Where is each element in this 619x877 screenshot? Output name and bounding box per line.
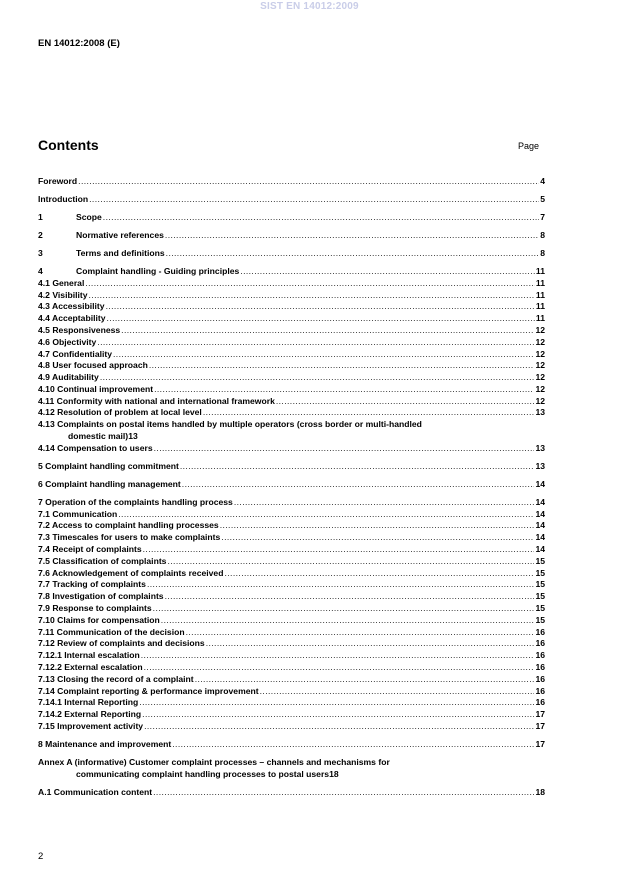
toc-entry[interactable] [38,686,545,698]
toc-entry-page: 15 [535,567,545,578]
toc-leader-dots [118,509,534,521]
toc-entry-title: Terms and definitions [76,247,165,258]
toc-entry-title: 4.9 Auditability [38,372,99,383]
toc-entry-page: 12 [535,336,545,347]
toc-entry-page: 14 [535,532,545,543]
toc-leader-dots [139,697,534,709]
toc-entry-page: 14 [535,544,545,555]
toc-leader-dots [240,266,535,278]
toc-entry-title: 7.14.2 External Reporting [38,709,142,720]
toc-entry-page: 11 [535,265,545,276]
toc-leader-dots [260,686,535,698]
toc-leader-dots [180,461,535,473]
toc-entry-page: 11 [535,277,545,288]
toc-entry-page: 7 [540,211,545,222]
toc-entry-page: 13 [128,431,138,442]
toc-leader-dots [97,337,534,349]
toc-leader-dots [206,638,535,650]
toc-entry-title: 4.10 Continual improvement [38,383,154,394]
toc-entry-title: 4.13 Complaints on postal items handled by multiple operators (cross border or multi-handled [38,419,422,430]
toc-entry-page: 17 [535,720,545,731]
toc-entry-page: 17 [535,709,545,720]
toc-entry-number: 3 [38,247,43,258]
toc-leader-dots [113,349,534,361]
toc-entry[interactable] [38,313,545,325]
toc-entry[interactable] [38,638,545,650]
toc-entry[interactable] [38,739,545,751]
toc-entry-page: 4 [540,176,545,186]
toc-entry[interactable] [38,674,545,686]
toc-leader-dots [121,325,534,337]
toc-entry-title: 4.4 Acceptability [38,313,106,324]
toc-leader-dots [78,176,539,188]
toc-leader-dots [165,230,539,242]
toc-leader-dots [143,544,535,556]
toc-entry-title: 7.1 Communication [38,508,118,519]
toc-entry-title: 4.14 Compensation to users [38,442,153,453]
toc-leader-dots [141,650,535,662]
toc-entry-title: Normative references [76,229,164,240]
toc-leader-dots [221,532,534,544]
toc-entry-title: 7.3 Timescales for users to make complaints [38,532,221,543]
toc-entry[interactable] [38,301,545,313]
toc-entry[interactable] [38,579,545,591]
toc-entry-number: 2 [38,229,43,240]
toc-entry-title: 4.7 Confidentiality [38,348,113,359]
toc-entry-page: 14 [535,520,545,531]
toc-entry-page: 5 [540,193,545,204]
toc-entry-page: 15 [535,614,545,625]
toc-entry-title: 4.12 Resolution of problem at local level [38,407,202,418]
toc-entry-title: 4.6 Objectivity [38,336,97,347]
toc-entry[interactable] [38,627,545,639]
toc-entry-title: 7.14 Complaint reporting & performance improvement [38,685,259,696]
toc-entry-title-continued: domestic mail) [68,431,129,442]
toc-entry-title: 4.3 Accessibility [38,301,105,312]
table-of-contents [38,176,545,798]
toc-entry[interactable] [38,349,545,361]
toc-leader-dots [100,372,535,384]
toc-entry-title: 7.4 Receipt of complaints [38,544,142,555]
toc-entry[interactable] [38,603,545,615]
toc-leader-dots [167,556,534,568]
toc-entry-title: Scope [76,211,102,222]
toc-entry[interactable] [38,509,545,521]
toc-entry-number: 1 [38,211,43,222]
toc-entry[interactable] [38,461,545,473]
toc-entry-page: 12 [535,324,545,335]
toc-entry-title: 7.12.2 External escalation [38,661,143,672]
toc-entry-page: 14 [535,508,545,519]
toc-entry[interactable] [38,497,545,509]
toc-leader-dots [85,278,535,290]
toc-entry[interactable] [38,248,545,260]
toc-entry-page: 16 [535,697,545,708]
toc-entry-title: 4.11 Conformity with national and international framework [38,395,275,406]
toc-entry-page: 11 [535,313,545,324]
toc-entry[interactable] [38,709,545,721]
toc-entry-title: 7 Operation of the complaints handling process [38,496,233,507]
toc-entry-number: 4 [38,265,43,276]
toc-entry[interactable] [38,591,545,603]
toc-entry[interactable] [38,407,545,419]
toc-entry-page: 13 [535,442,545,453]
toc-entry[interactable] [38,194,545,206]
toc-entry-title: Complaint handling - Guiding principles [76,265,240,276]
toc-leader-dots [186,627,535,639]
toc-entry[interactable] [38,360,545,372]
toc-entry-title: 7.10 Claims for compensation [38,614,160,625]
contents-heading: Contents [38,137,99,153]
toc-entry-page: 16 [535,650,545,661]
toc-entry-page: 12 [535,360,545,371]
toc-entry[interactable] [38,372,545,384]
toc-leader-dots [144,662,535,674]
toc-leader-dots [234,497,535,509]
toc-entry-annex-a[interactable] [38,757,545,781]
toc-entry[interactable] [38,443,545,455]
document-id: EN 14012:2008 (E) [38,38,120,49]
toc-entry[interactable] [38,176,545,188]
toc-leader-dots [182,479,535,491]
toc-entry-page: 15 [535,591,545,602]
toc-leader-dots [195,674,535,686]
toc-entry-title: 7.13 Closing the record of a complaint [38,673,194,684]
toc-entry-page: 8 [540,247,545,258]
toc-leader-dots [161,615,535,627]
toc-entry-page: 13 [535,460,545,471]
toc-entry-title: 7.6 Acknowledgement of complaints received [38,567,224,578]
toc-entry[interactable] [38,212,545,224]
page-column-label: Page [518,141,540,151]
toc-leader-dots [144,721,534,733]
toc-entry-title: 7.2 Access to complaint handling processes [38,520,219,531]
toc-entry[interactable] [38,568,545,580]
toc-entry[interactable] [38,662,545,674]
toc-entry-title: 4.1 General [38,277,85,288]
toc-leader-dots [153,603,535,615]
toc-entry-page: 16 [535,661,545,672]
toc-entry-page: 14 [535,478,545,489]
toc-entry[interactable] [38,479,545,491]
toc-entry-page: 14 [535,496,545,507]
toc-leader-dots [220,520,535,532]
toc-leader-dots [166,248,540,260]
toc-entry[interactable] [38,556,545,568]
toc-leader-dots [107,313,535,325]
toc-entry-title: Introduction [38,193,89,204]
toc-entry-title: 7.7 Tracking of complaints [38,579,146,590]
toc-entry-page: 13 [535,407,545,418]
toc-entry[interactable] [38,266,545,278]
toc-leader-dots [203,407,535,419]
toc-entry-page: 15 [535,579,545,590]
watermark: SIST EN 14012:2009 [260,1,359,12]
toc-entry-title: 8 Maintenance and improvement [38,738,172,749]
toc-entry-title: Foreword [38,176,78,186]
toc-leader-dots [224,568,534,580]
toc-entry[interactable] [38,650,545,662]
toc-entry-page: 16 [535,685,545,696]
toc-leader-dots [153,787,534,799]
page-number: 2 [38,851,44,862]
toc-entry-title: 7.15 Improvement activity [38,720,144,731]
toc-entry-page: 12 [535,383,545,394]
toc-entry-title-continued: communicating complaint handling processes to postal users [76,768,330,779]
toc-entry[interactable] [38,520,545,532]
toc-entry[interactable] [38,615,545,627]
toc-entry-title: 7.8 Investigation of complaints [38,591,164,602]
toc-leader-dots [106,301,535,313]
toc-entry-page: 17 [535,738,545,749]
toc-leader-dots [147,579,535,591]
toc-entry-page: 12 [535,348,545,359]
toc-entry-page: 16 [535,626,545,637]
toc-entry-title: 7.12.1 Internal escalation [38,650,140,661]
toc-entry[interactable] [38,278,545,290]
toc-leader-dots [154,384,534,396]
toc-entry[interactable] [38,290,545,302]
toc-entry-title: 7.9 Response to complaints [38,603,152,613]
toc-leader-dots [165,591,535,603]
toc-entry-page: 15 [535,555,545,566]
toc-entry-title: 5 Complaint handling commitment [38,460,179,471]
toc-leader-dots [89,290,535,302]
toc-leader-dots [154,443,535,455]
toc-entry-page: 16 [535,638,545,649]
toc-entry[interactable] [38,230,545,242]
toc-entry-title: 7.5 Classification of complaints [38,555,167,566]
toc-entry-page: 18 [329,768,339,779]
toc-leader-dots [103,212,539,224]
toc-entry[interactable] [38,384,545,396]
toc-leader-dots [89,194,539,206]
toc-entry-a-1[interactable] [38,787,545,799]
toc-entry-page: 11 [535,289,545,300]
toc-entry[interactable] [38,532,545,544]
toc-entry-title: 7.11 Communication of the decision [38,626,185,637]
toc-leader-dots [142,709,534,721]
toc-leader-dots [172,739,534,751]
toc-leader-dots [276,396,535,408]
toc-entry[interactable] [38,721,545,733]
toc-entry-title: 6 Complaint handling management [38,478,181,489]
toc-entry-title: A.1 Communication content [38,786,153,797]
toc-entry[interactable] [38,325,545,337]
toc-entry-4-13[interactable] [38,419,545,443]
toc-entry-title: 4.8 User focused approach [38,360,148,371]
toc-entry-page: 12 [535,395,545,406]
toc-entry-page: 12 [535,372,545,383]
toc-entry-title: Annex A (informative) Customer complaint processes – channels and mechanisms for [38,756,390,767]
toc-entry[interactable] [38,697,545,709]
toc-entry-title: 4.5 Responsiveness [38,324,121,335]
toc-entry-title: 4.2 Visibility [38,289,88,300]
toc-entry-page: 15 [535,603,545,613]
toc-entry[interactable] [38,544,545,556]
toc-entry-title: 7.12 Review of complaints and decisions [38,638,205,649]
toc-entry-title: 7.14.1 Internal Reporting [38,697,139,708]
toc-entry-page: 8 [540,229,545,240]
toc-entry[interactable] [38,396,545,408]
toc-entry-page: 11 [535,301,545,312]
toc-entry-page: 16 [535,673,545,684]
toc-entry-page: 18 [535,786,545,797]
toc-leader-dots [149,360,535,372]
toc-entry[interactable] [38,337,545,349]
